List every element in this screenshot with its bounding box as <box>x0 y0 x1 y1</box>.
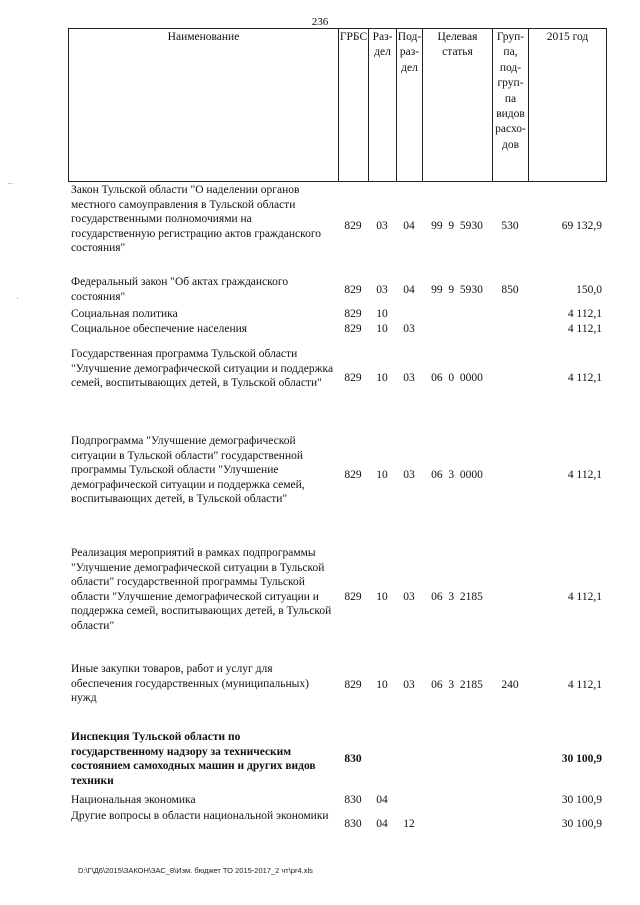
scan-mark: – <box>8 178 13 188</box>
row-vid: 850 <box>501 284 519 296</box>
row-grbs: 829 <box>344 591 362 603</box>
header-razdel: Раз- дел <box>369 29 397 182</box>
page-number: 236 <box>311 16 329 28</box>
table-header <box>68 28 607 182</box>
row-amount: 69 132,9 <box>561 220 602 232</box>
row-podrazdel: 03 <box>403 469 415 481</box>
row-grbs: 830 <box>344 753 362 765</box>
row-podrazdel: 12 <box>403 818 415 830</box>
table-row <box>68 307 606 323</box>
row-name: Инспекция Тульской области по государственному надзору за техническим состоянием самоходных машин и других видов техники <box>71 731 316 787</box>
row-name: Иные закупки товаров, работ и услуг для обеспечения государственных (муниципальных) нужд <box>71 663 309 704</box>
table-row <box>68 434 606 514</box>
row-celevaya: 06 3 2185 <box>431 679 483 691</box>
row-amount: 4 112,1 <box>567 308 602 320</box>
row-name: Социальная политика <box>71 308 178 320</box>
row-grbs: 829 <box>344 323 362 335</box>
row-amount: 30 100,9 <box>561 794 602 806</box>
row-grbs: 829 <box>344 284 362 296</box>
table-row <box>68 546 606 644</box>
row-podrazdel: 04 <box>403 284 415 296</box>
row-name: Социальное обеспечение населения <box>71 323 248 335</box>
row-grbs: 829 <box>344 220 362 232</box>
row-razdel: 10 <box>376 372 388 384</box>
row-grbs: 829 <box>344 372 362 384</box>
row-amount: 4 112,1 <box>567 591 602 603</box>
row-celevaya: 06 0 0000 <box>431 372 483 384</box>
row-razdel: 10 <box>376 308 388 320</box>
row-amount: 30 100,9 <box>561 818 602 830</box>
table-row <box>68 809 606 841</box>
row-amount: 4 112,1 <box>567 679 602 691</box>
row-razdel: 04 <box>376 794 388 806</box>
footer-file-path: D:\Г\Д6\2015\ЗАКОН\ЗАС_8\Изм. бюджет ТО 2015-2017_2 чт\pr4.xls <box>78 866 313 875</box>
header-gruppa: Груп- па, под- груп- па видов расхо- дов <box>493 29 529 182</box>
table-row <box>68 793 606 809</box>
row-celevaya: 99 9 5930 <box>431 220 483 232</box>
table-row <box>68 347 606 411</box>
row-amount: 4 112,1 <box>567 323 602 335</box>
row-grbs: 830 <box>344 794 362 806</box>
row-name: Другие вопросы в области национальной экономики <box>71 810 329 822</box>
row-name: Закон Тульской области "О наделении органов местного самоуправления в Тульской области государственными полномочиями на государственную регистрацию актов гражданского состояния" <box>71 184 322 254</box>
table-row <box>68 662 606 712</box>
row-amount: 30 100,9 <box>561 753 602 765</box>
row-grbs: 829 <box>344 679 362 691</box>
table-row <box>68 275 606 307</box>
row-name: Государственная программа Тульской области "Улучшение демографической ситуации и поддержка семей, воспитывающих детей, в Тульской области" <box>71 348 334 389</box>
row-vid: 530 <box>501 220 519 232</box>
row-celevaya: 06 3 2185 <box>431 591 483 603</box>
header-year: 2015 год <box>529 29 607 182</box>
header-celevaya: Целевая статья <box>423 29 493 182</box>
row-vid: 240 <box>501 679 519 691</box>
row-name: Подпрограмма "Улучшение демографической ситуации в Тульской области" государственной программы Тульской области "Улучшение демографической ситуации и поддержка семей, воспитывающих детей, в Тульской области" <box>71 435 305 505</box>
row-name: Национальная экономика <box>71 794 196 806</box>
table-row <box>68 183 606 263</box>
row-celevaya: 06 3 0000 <box>431 469 483 481</box>
scan-mark: · <box>16 293 19 303</box>
table-row <box>68 730 606 794</box>
row-amount: 4 112,1 <box>567 372 602 384</box>
row-razdel: 10 <box>376 323 388 335</box>
row-podrazdel: 03 <box>403 591 415 603</box>
header-name: Наименование <box>69 29 339 182</box>
row-razdel: 03 <box>376 284 388 296</box>
row-podrazdel: 03 <box>403 323 415 335</box>
row-name: Реализация мероприятий в рамках подпрограммы "Улучшение демографической ситуации в Тульской области" государственной программы Тульской области "Улучшение демографической ситуации и поддержка семей, воспитывающих детей, в Тульской области" <box>71 547 332 632</box>
row-razdel: 10 <box>376 679 388 691</box>
row-razdel: 10 <box>376 591 388 603</box>
header-podrazdel: Под- раз- дел <box>397 29 423 182</box>
row-razdel: 04 <box>376 818 388 830</box>
row-razdel: 10 <box>376 469 388 481</box>
table-row <box>68 322 606 338</box>
row-grbs: 830 <box>344 818 362 830</box>
row-podrazdel: 04 <box>403 220 415 232</box>
row-amount: 4 112,1 <box>567 469 602 481</box>
row-razdel: 03 <box>376 220 388 232</box>
row-podrazdel: 03 <box>403 372 415 384</box>
row-grbs: 829 <box>344 308 362 320</box>
header-grbs: ГРБС <box>339 29 369 182</box>
row-name: Федеральный закон "Об актах гражданского состояния" <box>71 276 289 303</box>
row-grbs: 829 <box>344 469 362 481</box>
row-podrazdel: 03 <box>403 679 415 691</box>
row-amount: 150,0 <box>576 284 602 296</box>
row-celevaya: 99 9 5930 <box>431 284 483 296</box>
